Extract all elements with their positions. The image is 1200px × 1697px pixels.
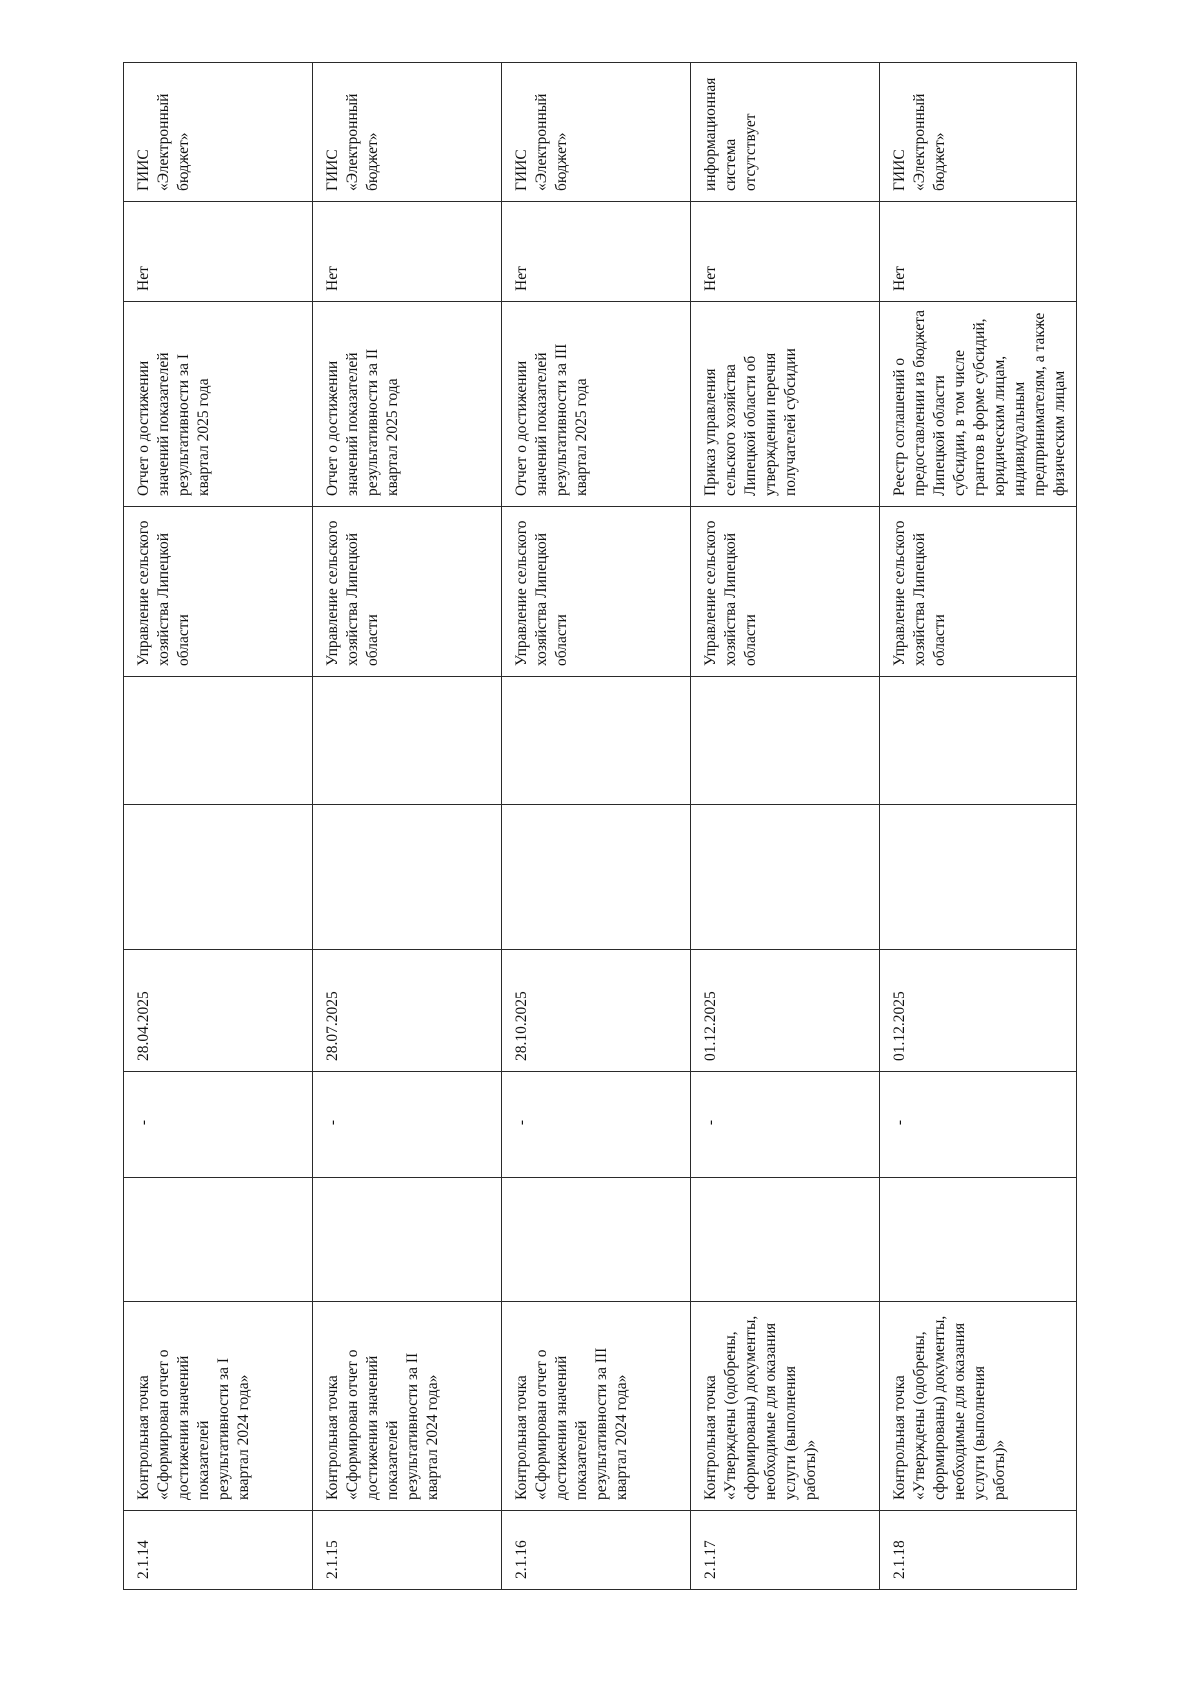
flag-cell: Нет: [313, 202, 502, 302]
flag-cell: Нет: [502, 202, 691, 302]
control-point-name: Контрольная точка «Утверждены (одобрены, сформированы) документы, необходимые для оказания услуги (выполнения работы)»: [691, 1302, 880, 1511]
system-cell: ГИИС «Электронный бюджет»: [313, 63, 502, 202]
control-point-name: Контрольная точка «Утверждены (одобрены, сформированы) документы, необходимые для оказания услуги (выполнения работы)»: [880, 1302, 1077, 1511]
table-row: [313, 63, 502, 1590]
row-number: 2.1.17: [691, 1511, 880, 1590]
empty-cell: [124, 805, 313, 950]
empty-cell: [313, 805, 502, 950]
control-points-table: [123, 62, 1077, 1590]
document-cell: Отчет о достижении значений показателей результативности за II квартал 2025 года: [313, 302, 502, 507]
empty-cell: [880, 677, 1077, 805]
empty-cell: [691, 805, 880, 950]
dash-cell: -: [313, 1072, 502, 1178]
row-number: 2.1.15: [313, 1511, 502, 1590]
flag-cell: Нет: [880, 202, 1077, 302]
system-cell: ГИИС «Электронный бюджет»: [880, 63, 1077, 202]
dash-cell: -: [691, 1072, 880, 1178]
row-number: 2.1.18: [880, 1511, 1077, 1590]
date-cell: 28.10.2025: [502, 950, 691, 1072]
dash-cell: -: [880, 1072, 1077, 1178]
control-point-name: Контрольная точка «Сформирован отчет о достижении значений показателей результативности за I квартал 2024 года»: [124, 1302, 313, 1511]
empty-cell: [502, 805, 691, 950]
flag-cell: Нет: [124, 202, 313, 302]
system-cell: информационная система отсутствует: [691, 63, 880, 202]
empty-cell: [313, 677, 502, 805]
responsible-cell: Управление сельского хозяйства Липецкой области: [313, 507, 502, 677]
responsible-cell: Управление сельского хозяйства Липецкой области: [691, 507, 880, 677]
empty-cell: [313, 1178, 502, 1302]
table-row: [502, 63, 691, 1590]
control-point-name: Контрольная точка «Сформирован отчет о достижении значений показателей результативности за III квартал 2024 года»: [502, 1302, 691, 1511]
empty-cell: [124, 1178, 313, 1302]
row-number: 2.1.14: [124, 1511, 313, 1590]
flag-cell: Нет: [691, 202, 880, 302]
empty-cell: [124, 677, 313, 805]
system-cell: ГИИС «Электронный бюджет»: [124, 63, 313, 202]
dash-cell: -: [124, 1072, 313, 1178]
document-cell: Приказ управления сельского хозяйства Липецкой области об утверждении перечня получателей субсидии: [691, 302, 880, 507]
empty-cell: [880, 1178, 1077, 1302]
responsible-cell: Управление сельского хозяйства Липецкой области: [502, 507, 691, 677]
empty-cell: [502, 1178, 691, 1302]
empty-cell: [502, 677, 691, 805]
responsible-cell: Управление сельского хозяйства Липецкой области: [124, 507, 313, 677]
date-cell: 28.04.2025: [124, 950, 313, 1072]
control-point-name: Контрольная точка «Сформирован отчет о достижении значений показателей результативности за II квартал 2024 года»: [313, 1302, 502, 1511]
table-row: [124, 63, 313, 1590]
responsible-cell: Управление сельского хозяйства Липецкой области: [880, 507, 1077, 677]
table-row: [691, 63, 880, 1590]
document-cell: Реестр соглашений о предоставлении из бюджета Липецкой области субсидии, в том числе грантов в форме субсидий, юридическим лицам, индивидуальным предпринимателям, а также физическим лицам: [880, 302, 1077, 507]
row-number: 2.1.16: [502, 1511, 691, 1590]
empty-cell: [691, 677, 880, 805]
empty-cell: [691, 1178, 880, 1302]
date-cell: 01.12.2025: [691, 950, 880, 1072]
document-cell: Отчет о достижении значений показателей результативности за I квартал 2025 года: [124, 302, 313, 507]
rotated-page-content: [123, 63, 1069, 1590]
table-row: [880, 63, 1077, 1590]
date-cell: 28.07.2025: [313, 950, 502, 1072]
date-cell: 01.12.2025: [880, 950, 1077, 1072]
dash-cell: -: [502, 1072, 691, 1178]
empty-cell: [880, 805, 1077, 950]
document-cell: Отчет о достижении значений показателей результативности за III квартал 2025 года: [502, 302, 691, 507]
system-cell: ГИИС «Электронный бюджет»: [502, 63, 691, 202]
